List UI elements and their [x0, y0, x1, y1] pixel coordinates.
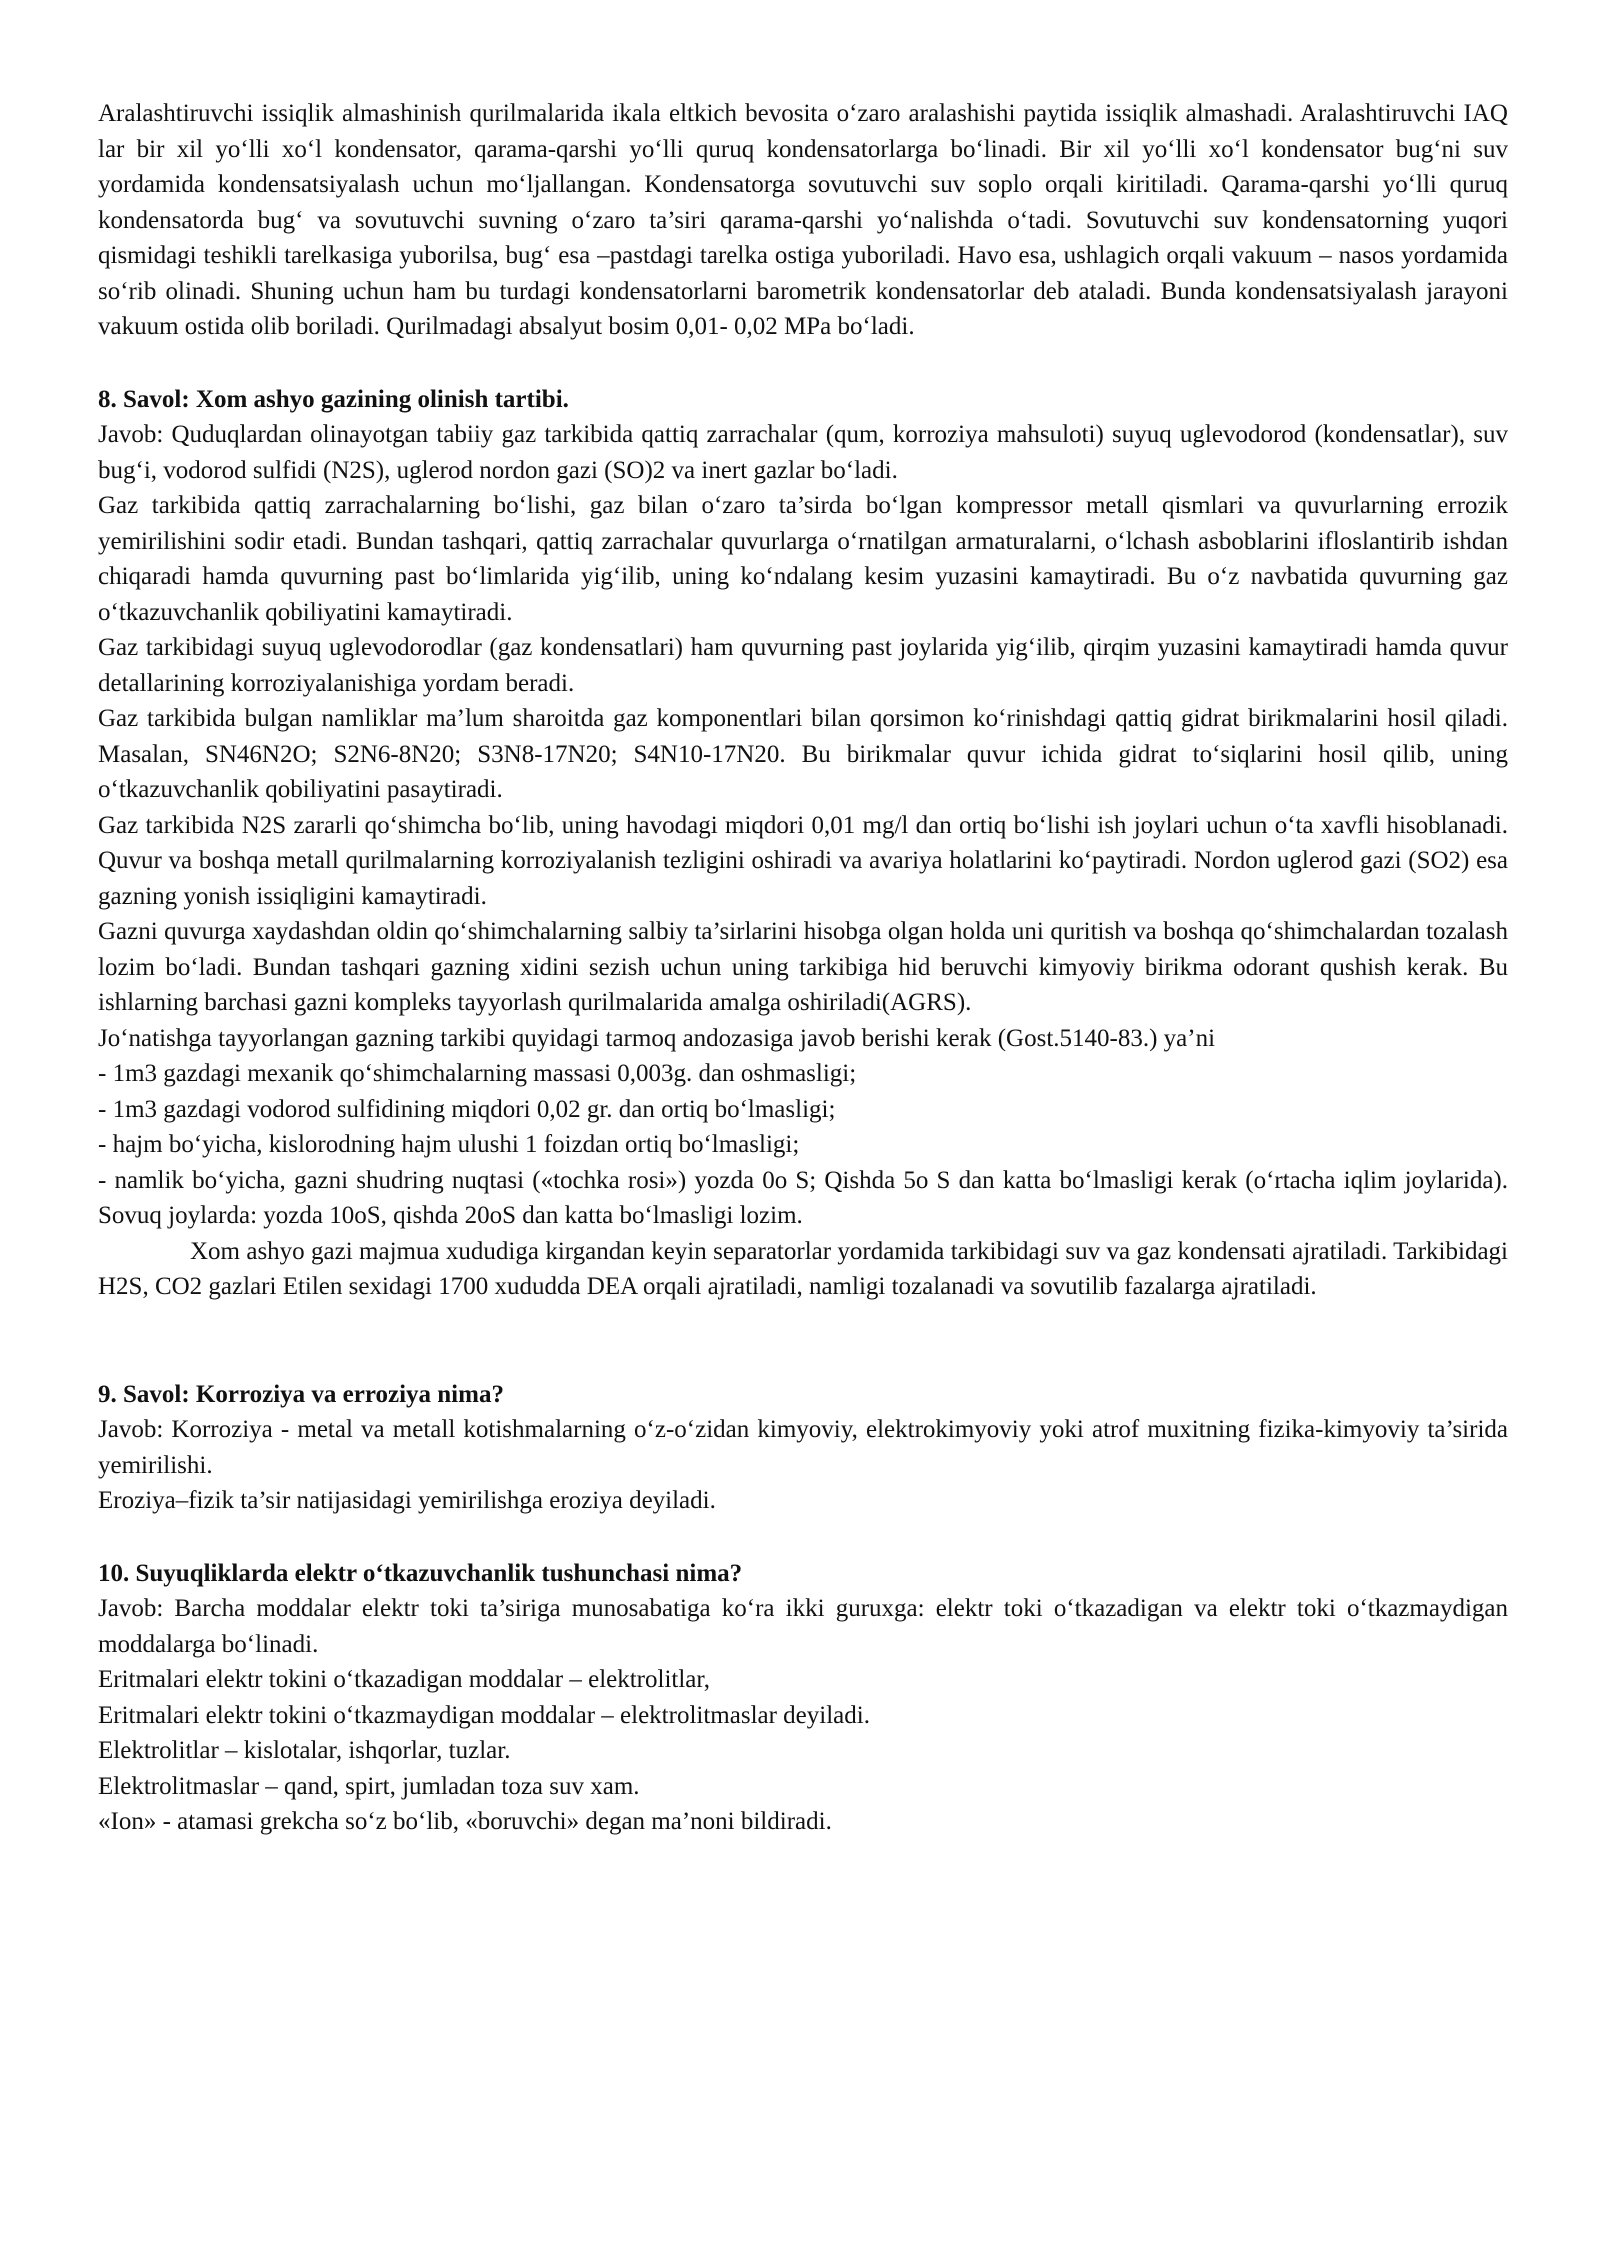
question-9-answer: Javob: Korroziya - metal va metall kotishmalarning o‘z-o‘zidan kimyoviy, elektrokimyoviy yoki atrof muxitning fizika-kimyoviy ta’sirida yemirilishi.	[98, 1416, 1508, 1479]
question-8-answer: Javob: Quduqlardan olinayotgan tabiiy gaz tarkibida qattiq zarrachalar (qum, korroziya mahsuloti) suyuq uglevodorod (kondensatlar), suv bug‘i, vodorod sulfidi (N2S), uglerod nordon gazi (SO)2 va inert gazlar bo‘ladi.	[98, 421, 1508, 484]
question-10-line: Eritmalari elektr tokini o‘tkazmaydigan moddalar – elektrolitmaslar deyiladi.	[98, 1701, 870, 1729]
question-8-paragraph: Xom ashyo gazi majmua xududiga kirgandan keyin separatorlar yordamida tarkibidagi suv va gaz kondensati ajratiladi. Tarkibidagi H2S, CO2 gazlari Etilen sexidagi 1700 xududda DEA orqali ajratiladi, namligi tozalanadi va sovutilib fazalarga ajratiladi.	[98, 1237, 1508, 1300]
requirement-item: - namlik bo‘yicha, gazni shudring nuqtasi («tochka rosi») yozda 0o S; Qishda 5o S dan katta bo‘lmasligi kerak (o‘rtacha iqlim joylarida). Sovuq joylarda: yozda 10oS, qishda 20oS dan katta bo‘lmasligi lozim.	[98, 1166, 1508, 1229]
question-10-heading: 10. Suyuqliklarda elektr o‘tkazuvchanlik tushunchasi nima?	[98, 1559, 743, 1587]
question-10-line: Elektrolitlar – kislotalar, ishqorlar, tuzlar.	[98, 1737, 511, 1764]
section-spacer	[98, 1519, 1508, 1556]
requirement-item: - 1m3 gazdagi vodorod sulfidining miqdori 0,02 gr. dan ortiq bo‘lmasligi;	[98, 1095, 836, 1123]
question-10-line: «Ion» - atamasi grekcha so‘z bo‘lib, «boruvchi» degan ma’noni bildiradi.	[98, 1808, 832, 1835]
question-8-paragraph: Gaz tarkibida N2S zararli qo‘shimcha bo‘lib, uning havodagi miqdori 0,01 mg/l dan ortiq bo‘lishi ish joylari uchun o‘ta xavfli hisoblanadi. Quvur va boshqa metall qurilmalarning korroziyalanish tezligini oshiradi va avariya holatlarini ko‘paytiradi. Nordon uglerod gazi (SO2) esa gazning yonish issiqligini kamaytiradi.	[98, 811, 1508, 910]
requirement-item: - 1m3 gazdagi mexanik qo‘shimchalarning massasi 0,003g. dan oshmasligi;	[98, 1060, 857, 1087]
question-10-line: Elektrolitmaslar – qand, spirt, jumladan toza suv xam.	[98, 1772, 640, 1800]
requirement-item: - hajm bo‘yicha, kislorodning hajm ulushi 1 foizdan ortiq bo‘lmasligi;	[98, 1131, 800, 1158]
question-8-paragraph: Jo‘natishga tayyorlangan gazning tarkibi quyidagi tarmoq andozasiga javob berishi kerak (Gost.5140-83.) ya’ni	[98, 1024, 1216, 1052]
document-page	[98, 96, 1508, 1840]
question-8-section	[98, 382, 1508, 1305]
question-8-heading: 8. Savol: Xom ashyo gazining olinish tartibi.	[98, 385, 569, 413]
question-8-paragraph: Gaz tarkibidagi suyuq uglevodorodlar (gaz kondensatlari) ham quvurning past joylarida yig‘ilib, qirqim yuzasini kamaytiradi hamda quvur detallarining korroziyalanishiga yordam beradi.	[98, 634, 1508, 697]
question-10-answer: Javob: Barcha moddalar elektr toki ta’siriga munosabatiga ko‘ra ikki guruxga: elektr toki o‘tkazadigan va elektr toki o‘tkazmaydigan moddalarga bo‘linadi.	[98, 1595, 1508, 1658]
question-9-heading: 9. Savol: Korroziya va erroziya nima?	[98, 1380, 504, 1408]
question-9-section	[98, 1377, 1508, 1519]
question-8-paragraph: Gazni quvurga xaydashdan oldin qo‘shimchalarning salbiy ta’sirlarini hisobga olgan holda uni quritish va boshqa qo‘shimchalardan tozalash lozim bo‘ladi. Bundan tashqari gazning xidini sezish uchun uning tarkibiga hid beruvchi kimyoviy birikma odorant qushish kerak. Bu ishlarning barchasi gazni kompleks tayyorlash qurilmalarida amalga oshiriladi(AGRS).	[98, 918, 1508, 1016]
question-8-paragraph: Gaz tarkibida qattiq zarrachalarning bo‘lishi, gaz bilan o‘zaro ta’sirda bo‘lgan kompressor metall qismlari va quvurlarning errozik yemirilishini sodir etadi. Bundan tashqari, qattiq zarrachalar quvurlarga o‘rnatilgan armaturalarni, o‘lchash asboblarini ifloslantirib ishdan chiqaradi hamda quvurning past bo‘limlarida yig‘ilib, uning ko‘ndalang kesim yuzasini kamaytiradi. Bu o‘z navbatida quvurning gaz o‘tkazuvchanlik qobiliyatini kamaytiradi.	[98, 492, 1508, 626]
section-spacer	[98, 345, 1508, 382]
question-10-section	[98, 1556, 1508, 1840]
question-8-paragraph: Gaz tarkibida bulgan namliklar ma’lum sharoitda gaz komponentlari bilan qorsimon ko‘rinishdagi qattiq gidrat birikmalarini hosil qiladi. Masalan, SN46N2O; S2N6-8N20; S3N8-17N20; S4N10-17N20. Bu birikmalar quvur ichida gidrat to‘siqlarini hosil qilib, uning o‘tkazuvchanlik qobiliyatini pasaytiradi.	[98, 705, 1508, 803]
question-9-paragraph: Eroziya–fizik ta’sir natijasidagi yemirilishga eroziya deyiladi.	[98, 1487, 716, 1514]
intro-paragraph: Aralashtiruvchi issiqlik almashinish qurilmalarida ikala eltkich bevosita o‘zaro aralashishi paytida issiqlik almashadi. Aralashtiruvchi IAQ lar bir xil yo‘lli xo‘l kondensator, qarama-qarshi yo‘lli quruq kondensatorlarga bo‘linadi. Bir xil yo‘lli xo‘l kondensator bug‘ni suv yordamida kondensatsiyalash uchun mo‘ljallangan. Kondensatorga sovutuvchi suv soplo orqali kiritiladi. Qarama-qarshi yo‘lli quruq kondensatorda bug‘ va sovutuvchi suvning o‘zaro ta’siri qarama-qarshi yo‘nalishda o‘tadi. Sovutuvchi suv kondensatorning yuqori qismidagi teshikli tarelkasiga yuborilsa, bug‘ esa –pastdagi tarelka ostiga yuboriladi. Havo esa, ushlagich orqali vakuum – nasos yordamida so‘rib olinadi. Shuning uchun ham bu turdagi kondensatorlarni barometrik kondensatorlar deb ataladi. Bunda kondensatsiyalash jarayoni vakuum ostida olib boriladi. Qurilmadagi absalyut bosim 0,01- 0,02 MPa bo‘ladi.	[98, 100, 1508, 340]
section-spacer	[98, 1305, 1508, 1377]
question-10-line: Eritmalari elektr tokini o‘tkazadigan moddalar – elektrolitlar,	[98, 1666, 710, 1693]
